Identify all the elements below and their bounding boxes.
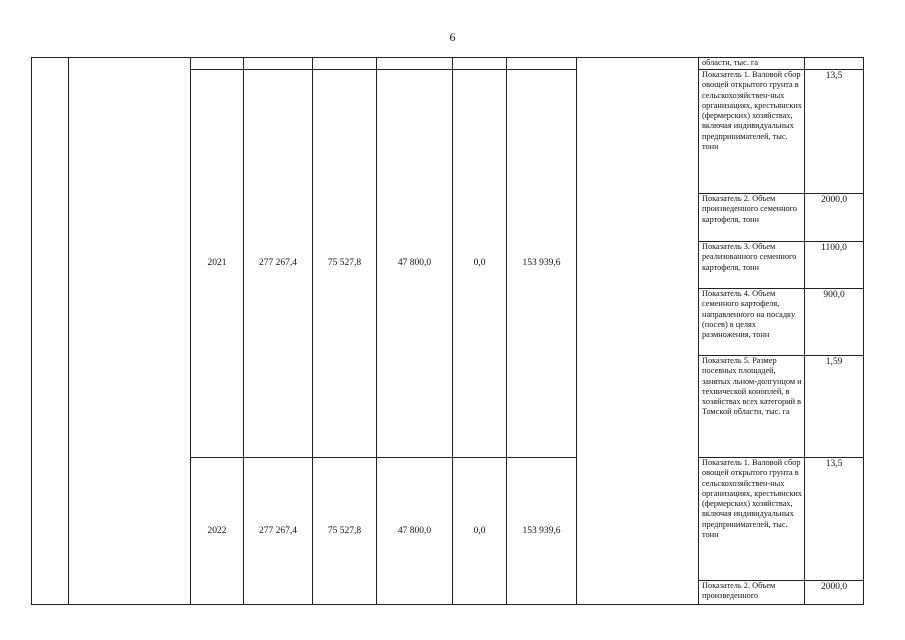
amount-cell: 47 800,0 — [377, 458, 453, 605]
empty-cell — [577, 58, 699, 605]
indicator-value: 13,5 — [805, 458, 864, 581]
indicator-text: Показатель 3. Объем реализованного семенного картофеля, тонн — [699, 242, 805, 289]
total-cell: 277 267,4 — [244, 458, 313, 605]
page-number: 6 — [449, 30, 456, 44]
indicator-text: Показатель 2. Объем произведенного семенного картофеля, тонн — [699, 194, 805, 242]
indicator-text: Показатель 1. Валовой сбор овощей открытого грунта в сельскохозяйствен-ных организациях, крестьянских (фермерских) хозяйствах, включая индивидуальных предпринимателей, тыс. тонн — [699, 458, 805, 581]
indicator-value: 900,0 — [805, 289, 864, 356]
table-row — [32, 58, 864, 70]
amount-cell: 47 800,0 — [377, 70, 453, 458]
indicator-text: области, тыс. га — [699, 58, 805, 70]
indicator-text: Показатель 2. Объем произведенного — [699, 581, 805, 605]
amount-cell: 75 527,8 — [313, 458, 377, 605]
amount-cell: 75 527,8 — [313, 70, 377, 458]
amount-cell: 0,0 — [453, 458, 507, 605]
amount-cell: 0,0 — [453, 70, 507, 458]
amount-cell: 153 939,6 — [507, 458, 577, 605]
report-table — [31, 57, 864, 605]
indicator-text: Показатель 1. Валовой сбор овощей открытого грунта в сельскохозяйствен-ных организациях, крестьянских (фермерских) хозяйствах, включая индивидуальных предпринимателей, тыс. тонн — [699, 70, 805, 194]
year-cell: 2021 — [191, 70, 244, 458]
year-cell: 2022 — [191, 458, 244, 605]
indicator-value: 13,5 — [805, 70, 864, 194]
indicator-text: Показатель 4. Объем семенного картофеля, направленного на посадку (посев) в целях размножения, тонн — [699, 289, 805, 356]
indicator-value: 1,59 — [805, 356, 864, 458]
empty-cell — [69, 58, 191, 605]
indicator-value: 2000,0 — [805, 194, 864, 242]
indicator-value: 1100,0 — [805, 242, 864, 289]
amount-cell: 153 939,6 — [507, 70, 577, 458]
indicator-value: 2000,0 — [805, 581, 864, 605]
empty-cell — [32, 58, 69, 605]
indicator-text: Показатель 5. Размер посевных площадей, занятых льном-долгунцом и технической коноплей, в хозяйствах всех категорий в Томской области, тыс. га — [699, 356, 805, 458]
total-cell: 277 267,4 — [244, 70, 313, 458]
